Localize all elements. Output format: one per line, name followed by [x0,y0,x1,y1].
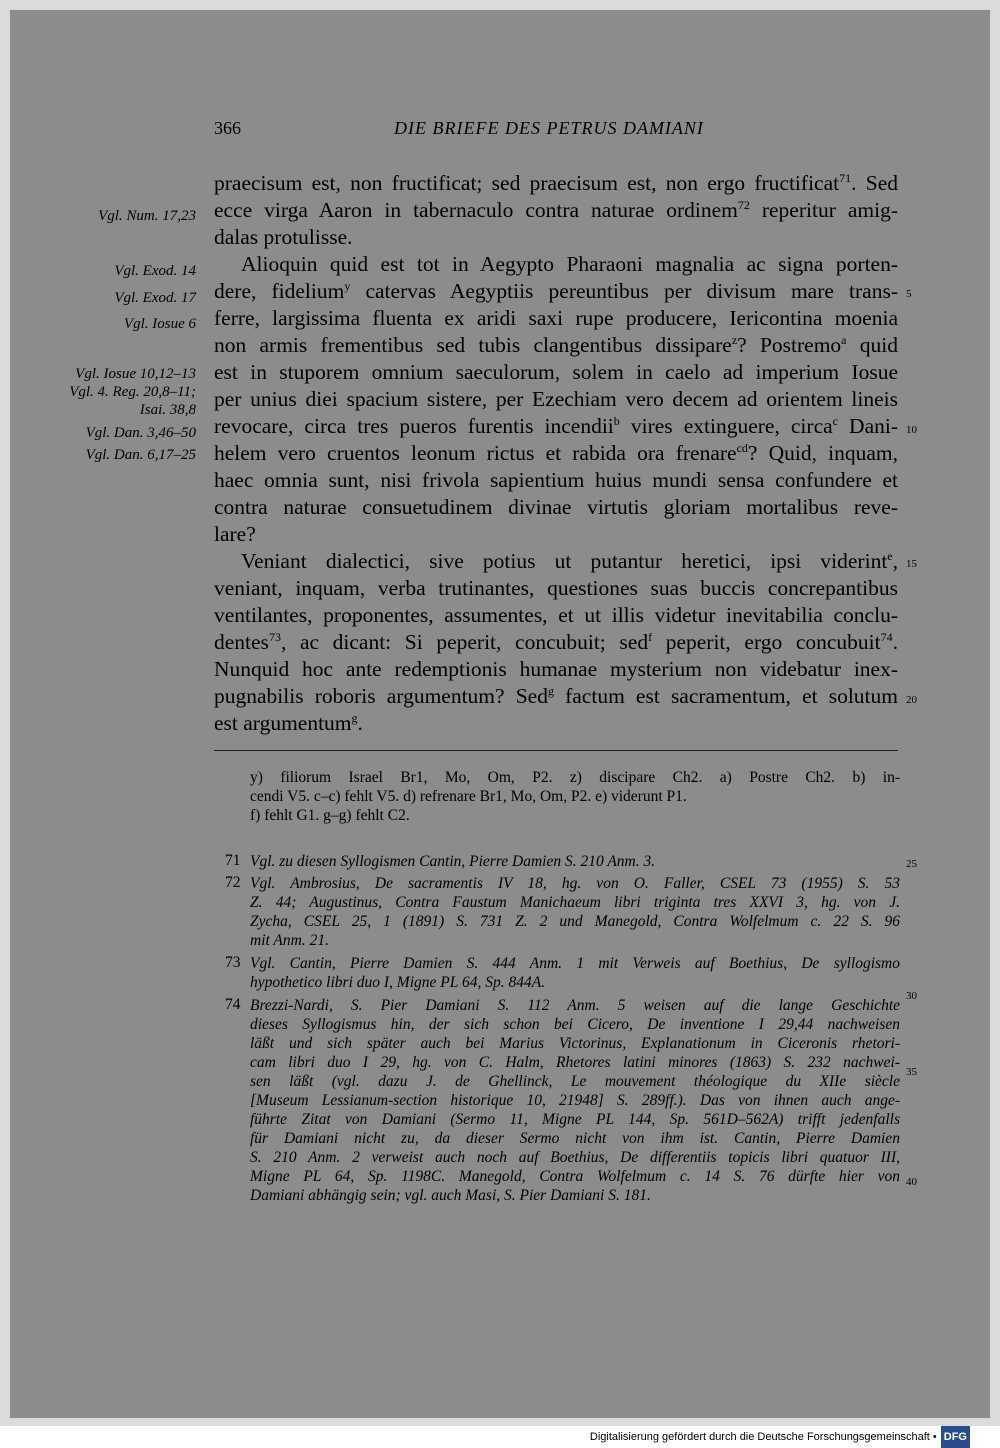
body-line: dalas protulisse. [214,225,353,249]
margin-ref: Vgl. Dan. 3,46–50 [85,425,196,441]
body-line: Alioquin quid est tot in Aegypto Pharaoni magnalia ac signa porten- [241,252,898,276]
book-page [8,8,992,1420]
footnote-line: Migne PL 64, Sp. 1198C. Manegold, Contra Wolfelmum c. 14 S. 76 dürfte hier von [250,1168,900,1185]
footnote-line: hypothetico libri duo I, Migne PL 64, Sp. 844A. [250,974,546,991]
body-line: per unius diei spacium sistere, per Ezechiam vero decem ad orientem lineis [214,387,898,411]
body-line: lare? [214,522,256,546]
body-line: dere, fidelium$^y$ catervas Aegyptiis pereuntibus per divisum mare trans- [214,278,899,303]
body-line: praecisum est, non fructificat; sed praecisum est, non ergo fructificat$^{71}$. Sed [214,170,899,195]
body-line: revocare, circa tres pueros furentis incendii$^b$ vires extinguere, circa$^c$ Dani- [214,413,899,438]
body-line: ferre, largissima fluenta ex aridi saxi rupe producere, Iericontina moenia [214,306,898,330]
body-line: contra naturae consuetudinem divinae virtutis gloriam mortalibus reve- [214,495,898,519]
dfg-logo: DFG [941,1426,970,1448]
body-line: ventilantes, proponentes, assumentes, et ut illis videtur inevitabilia conclu- [214,603,898,627]
line-number: 5 [906,288,912,300]
body-line: dentes$^{73}$, ac dicant: Si peperit, concubuit; sed$^f$ peperit, ergo concubuit$^{74}$. [214,629,898,654]
footnote-number: 72 [225,874,241,891]
running-title: DIE BRIEFE DES PETRUS DAMIANI [394,118,704,138]
page-number: 366 [214,118,241,138]
margin-ref: Isai. 38,8 [139,402,196,418]
apparatus-line: f) fehlt G1. g–g) fehlt C2. [250,807,410,824]
footnote-line: sen läßt (vgl. dazu J. de Ghellinck, Le mouvement théologique du XIIe siècle [250,1073,900,1090]
line-number: 25 [906,858,917,870]
body-line: est argumentum$^g$. [214,710,363,735]
apparatus-line: y) filiorum Israel Br1, Mo, Om, P2. z) discipare Ch2. a) Postre Ch2. b) in- [250,769,900,786]
margin-ref: Vgl. Exod. 17 [114,290,196,306]
footnote-line: läßt und sich später auch bei Marius Victorinus, Explanationum in Ciceronis rhetori- [250,1035,900,1052]
line-number: 15 [906,558,917,570]
footnote-number: 71 [225,852,241,869]
body-line: ecce virga Aaron in tabernaculo contra naturae ordinem$^{72}$ reperitur amig- [214,197,898,222]
footnote-number: 73 [225,954,241,971]
margin-ref: Vgl. Dan. 6,17–25 [85,447,196,463]
line-number: 40 [906,1176,917,1188]
digitization-credit [0,1426,1000,1448]
line-number: 10 [906,424,917,436]
body-line: haec omnia sunt, nisi frivola sapientium huius mundi sensa confundere et [214,468,898,492]
footnote-number: 74 [225,996,241,1013]
line-number: 35 [906,1066,917,1078]
footnote-line: cam libri duo I 29, hg. von C. Halm, Rhetores latini minores (1863) S. 232 nachwei- [250,1054,900,1071]
footnote-line: Vgl. Cantin, Pierre Damien S. 444 Anm. 1 mit Verweis auf Boethius, De syllogismo [250,955,900,972]
body-line: pugnabilis roboris argumentum? Sed$^g$ factum est sacramentum, et solutum [214,683,899,708]
body-line: helem vero cruentos leonum rictus et rabida ora frenare$^{cd}$? Quid, inquam, [214,440,898,465]
apparatus-line: cendi V5. c–c) fehlt V5. d) refrenare Br1, Mo, Om, P2. e) viderunt P1. [250,788,687,805]
footnote-line: Z. 44; Augustinus, Contra Faustum Manichaeum libri triginta tres XXVI 3, hg. von J. [250,894,900,911]
margin-ref: Vgl. Exod. 14 [114,263,196,279]
footnote-rule [214,750,898,751]
margin-ref: Vgl. Num. 17,23 [98,208,196,224]
margin-ref: Vgl. Iosue 10,12–13 [75,366,196,382]
margin-ref: Vgl. 4. Reg. 20,8–11; [69,384,196,400]
footnote-line: führte Zitat von Damiani (Sermo 11, Migne PL 144, Sp. 561D–562A) trifft jedenfalls [250,1111,900,1128]
footnote-line: S. 210 Anm. 2 verweist auch noch auf Boethius, De differentiis topicis libri quatuor III, [250,1149,900,1166]
line-number: 30 [906,990,917,1002]
footnote-line: mit Anm. 21. [250,932,329,949]
footnote-line: [Museum Lessianum-section historique 10, 21948] S. 289ff.). Das von ihnen auch ange- [250,1092,900,1109]
credit-text: Digitalisierung gefördert durch die Deutsche Forschungsgemeinschaft • [589,1431,937,1443]
footnote-line: Damiani abhängig sein; vgl. auch Masi, S. Pier Damiani S. 181. [250,1187,651,1204]
body-line: non armis frementibus sed tubis clangentibus dissipare$^z$? Postremo$^a$ quid [214,332,898,357]
footnote-line: dieses Syllogismus hin, der sich schon bei Cicero, De inventione I 29,44 nachweisen [250,1016,900,1033]
footnote-line: für Damiani nicht zu, da dieser Sermo nicht von ihm ist. Cantin, Pierre Damien [250,1130,900,1147]
footnote-line: Zycha, CSEL 25, 1 (1891) S. 731 Z. 2 und Manegold, Contra Wolfelmum c. 22 S. 96 [250,913,900,930]
line-number: 20 [906,694,917,706]
body-line: veniant, inquam, verba trutinantes, questiones suas buccis concrepantibus [214,576,898,600]
footnote-line: Brezzi-Nardi, S. Pier Damiani S. 112 Anm. 5 weisen auf die lange Geschichte [250,997,900,1014]
body-line: Nunquid hoc ante redemptionis humanae mysterium non videbatur inex- [214,657,898,681]
footnote-line: Vgl. zu diesen Syllogismen Cantin, Pierre Damien S. 210 Anm. 3. [250,853,656,870]
footnote-line: Vgl. Ambrosius, De sacramentis IV 18, hg. von O. Faller, CSEL 73 (1955) S. 53 [250,875,900,892]
margin-ref: Vgl. Iosue 6 [123,316,196,332]
body-line: est in stuporem omnium saeculorum, solem in caelo ad imperium Iosue [214,360,898,384]
body-line: Veniant dialectici, sive potius ut putantur heretici, ipsi viderint$^e$, [241,548,898,573]
